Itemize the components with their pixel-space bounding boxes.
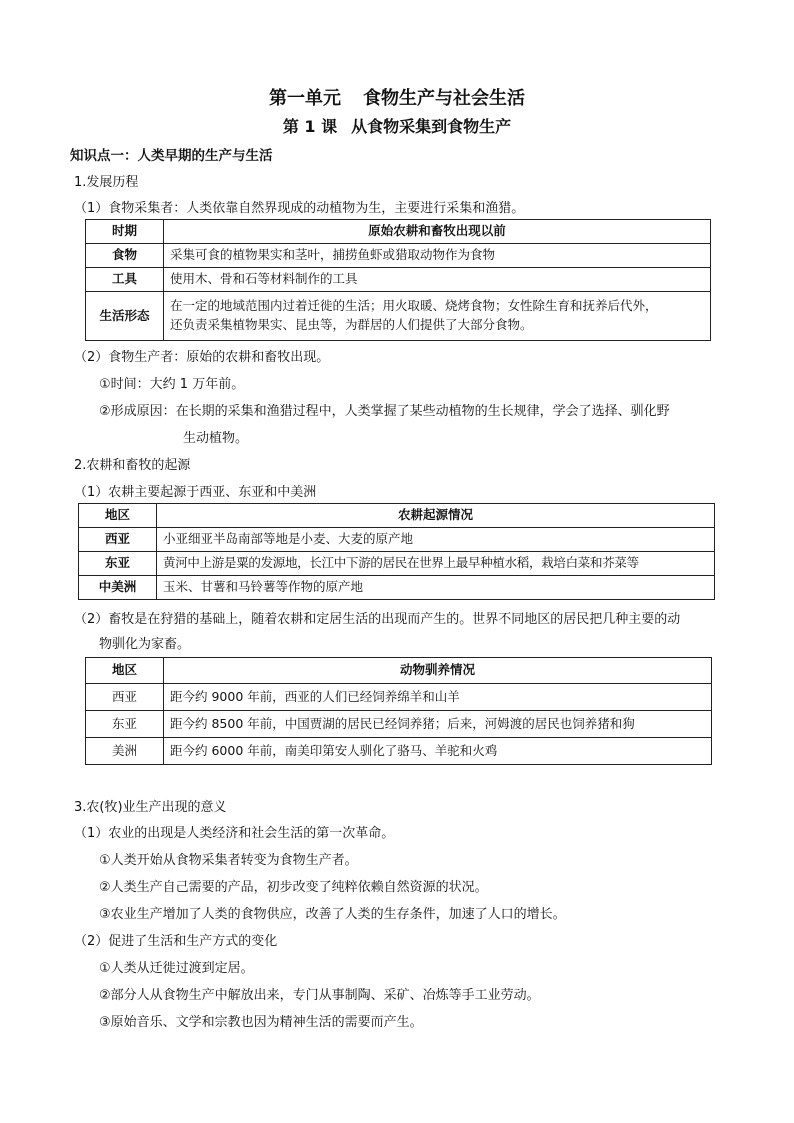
- row-key: 中美洲: [79, 576, 157, 600]
- table-header-cell: 地区: [79, 504, 157, 528]
- section3-item2-point: ③原始音乐、文学和宗教也因为精神生活的需要而产生。: [99, 1015, 423, 1030]
- table-row: [86, 268, 711, 292]
- table-header-cell: 动物驯养情况: [164, 658, 712, 684]
- table-row: [79, 552, 715, 576]
- section3-item2: （2）促进了生活和生产方式的变化: [74, 934, 278, 949]
- row-value: 采集可食的植物果实和茎叶，捕捞鱼虾或猎取动物作为食物: [164, 244, 711, 268]
- unit-name: 食物生产与社会生活: [363, 88, 525, 109]
- row-value: 距今约 6000 年前，南美印第安人驯化了骆马、羊驼和火鸡: [164, 738, 712, 765]
- section1-item2: （2）食物生产者：原始的农耕和畜牧出现。: [74, 350, 330, 365]
- table-header-cell: 地区: [86, 658, 164, 684]
- animal-domestication-table: [85, 657, 712, 765]
- table-row: [86, 292, 711, 341]
- section2-heading: 2.农耕和畜牧的起源: [74, 458, 191, 473]
- row-key: 生活形态: [86, 292, 164, 341]
- knowledge-point-heading: 知识点一：人类早期的生产与生活: [70, 148, 273, 164]
- row-key: 食物: [86, 244, 164, 268]
- table-row: [79, 576, 715, 600]
- row-key: 西亚: [86, 684, 164, 711]
- section3-item2-point: ②部分人从食物生产中解放出来，专门从事制陶、采矿、冶炼等手工业劳动。: [99, 988, 540, 1003]
- section3-heading: 3.农(牧)业生产出现的意义: [74, 800, 227, 815]
- section3-item1-point: ①人类开始从食物采集者转变为食物生产者。: [99, 853, 358, 868]
- table-header-cell: 时期: [86, 220, 164, 244]
- section3-item2-point: ①人类从迁徙过渡到定居。: [99, 961, 254, 976]
- table-row: [86, 711, 712, 738]
- row-value: 黄河中上游是粟的发源地，长江中下游的居民在世界上最早种植水稻，栽培白菜和芥菜等: [157, 552, 715, 576]
- section3-item1: （1）农业的出现是人类经济和社会生活的第一次革命。: [74, 826, 395, 841]
- row-value: 距今约 8500 年前，中国贾湖的居民已经饲养猪；后来，河姆渡的居民也饲养猪和狗: [164, 711, 712, 738]
- row-key: 东亚: [86, 711, 164, 738]
- row-value: 玉米、甘薯和马铃薯等作物的原产地: [157, 576, 715, 600]
- unit-title: [0, 88, 794, 110]
- lesson-title: [0, 117, 794, 136]
- table-header-cell: 农耕起源情况: [157, 504, 715, 528]
- row-value: 使用木、骨和石等材料制作的工具: [164, 268, 711, 292]
- table-header-row: [86, 658, 712, 684]
- table-header-cell: 原始农耕和畜牧出现以前: [164, 220, 711, 244]
- row-value-line: 在一定的地域范围内过着迁徙的生活；用火取暖、烧烤食物；女性除生育和抚养后代外，: [170, 298, 658, 314]
- section1-time: ①时间：大约 1 万年前。: [99, 377, 245, 392]
- row-value: [164, 292, 711, 341]
- section2-item2-line1: （2）畜牧是在狩猎的基础上，随着农耕和定居生活的出现而产生的。世界不同地区的居民把几种主要的动: [74, 612, 681, 627]
- row-value: 距今约 9000 年前，西亚的人们已经饲养绵羊和山羊: [164, 684, 712, 711]
- row-value-line: 还负责采集植物果实、昆虫等，为群居的人们提供了大部分食物。: [170, 317, 533, 332]
- table-row: [86, 244, 711, 268]
- section3-item1-point: ②人类生产自己需要的产品，初步改变了纯粹依赖自然资源的状况。: [99, 880, 488, 895]
- lesson-name: 从食物采集到食物生产: [351, 117, 512, 136]
- section3-item1-point: ③农业生产增加了人类的食物供应，改善了人类的生存条件，加速了人口的增长。: [99, 907, 566, 922]
- section1-item1: （1）食物采集者：人类依靠自然界现成的动植物为生，主要进行采集和渔猎。: [74, 201, 525, 216]
- row-value: 小亚细亚半岛南部等地是小麦、大麦的原产地: [157, 528, 715, 552]
- table-header-row: [79, 504, 715, 528]
- unit-label: 第一单元: [269, 88, 341, 109]
- row-key: 东亚: [79, 552, 157, 576]
- section1-heading: 1.发展历程: [74, 175, 139, 190]
- row-key: 西亚: [79, 528, 157, 552]
- table-header-row: [86, 220, 711, 244]
- section2-item2-line2: 物驯化为家畜。: [99, 637, 191, 652]
- lesson-label: 第 1 课: [282, 117, 338, 136]
- row-key: 工具: [86, 268, 164, 292]
- agriculture-origin-table: [78, 503, 715, 600]
- food-collection-table: [85, 219, 711, 341]
- row-key: 美洲: [86, 738, 164, 765]
- table-row: [86, 684, 712, 711]
- section1-reason-line1: ②形成原因：在长期的采集和渔猎过程中，人类掌握了某些动植物的生长规律，学会了选择、驯化野: [99, 404, 670, 419]
- table-row: [79, 528, 715, 552]
- table-row: [86, 738, 712, 765]
- section1-reason-line2: 生动植物。: [183, 431, 249, 446]
- section2-item1: （1）农耕主要起源于西亚、东亚和中美洲: [74, 485, 317, 500]
